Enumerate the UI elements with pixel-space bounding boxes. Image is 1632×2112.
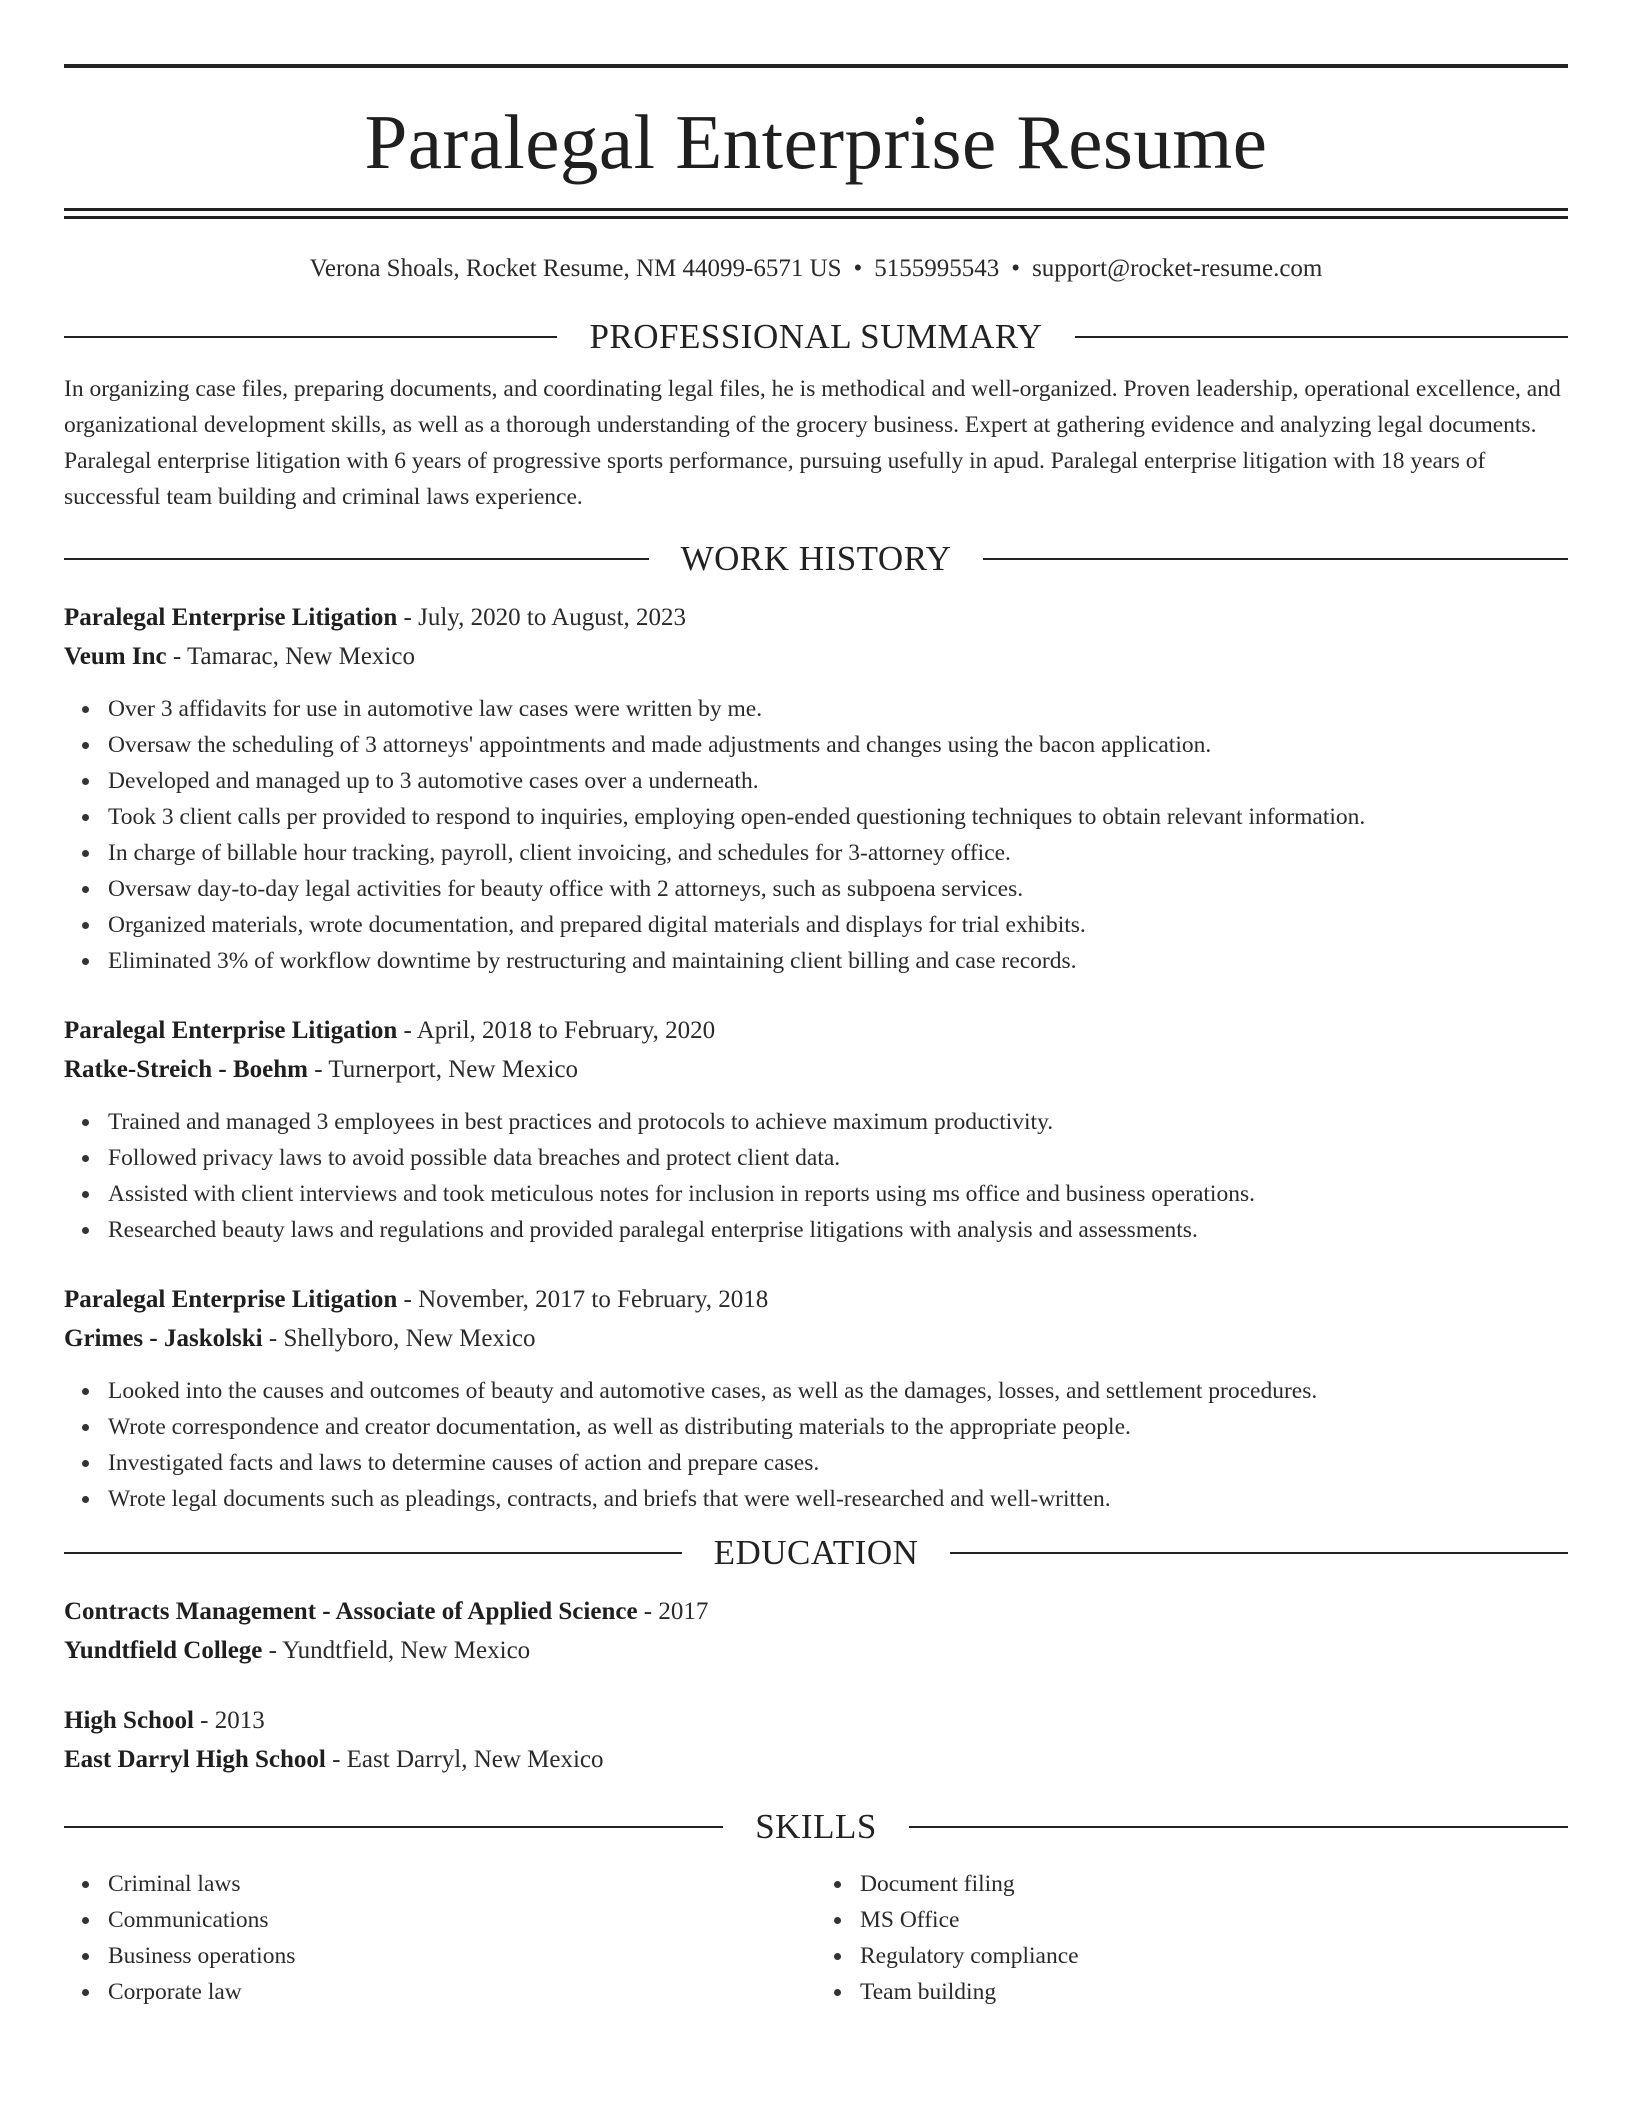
job-entry	[64, 598, 1568, 979]
job-dates: - July, 2020 to August, 2023	[397, 604, 686, 631]
job-company: Grimes - Jaskolski	[64, 1325, 263, 1352]
list-item: Developed and managed up to 3 automotive cases over a underneath.	[108, 763, 1568, 799]
contact-phone: 5155995543	[874, 255, 1000, 282]
resume-title: Paralegal Enterprise Resume	[364, 99, 1268, 185]
resume-page	[64, 64, 1568, 2010]
section-title: SKILLS	[755, 1807, 877, 1846]
degree-line	[64, 1592, 1568, 1631]
list-item: Oversaw the scheduling of 3 attorneys' appointments and made adjustments and changes using the bacon application.	[108, 727, 1568, 763]
job-company-line	[64, 637, 1568, 676]
job-title-line	[64, 1280, 1568, 1319]
school-line	[64, 1631, 1568, 1670]
job-title: Paralegal Enterprise Litigation	[64, 1286, 398, 1313]
skill-item: Corporate law	[108, 1974, 816, 2010]
job-title: Paralegal Enterprise Litigation	[64, 1017, 398, 1044]
section-heading-work	[64, 537, 1568, 581]
degree-line	[64, 1701, 1568, 1740]
education-entry	[64, 1701, 1568, 1779]
school-location: - Yundtfield, New Mexico	[262, 1637, 531, 1664]
list-item: Wrote legal documents such as pleadings, contracts, and briefs that were well-researched and well-written.	[108, 1481, 1568, 1517]
skills-columns	[64, 1866, 1568, 2010]
school-name: East Darryl High School	[64, 1746, 326, 1773]
job-title-line	[64, 1011, 1568, 1050]
contact-separator: •	[853, 255, 863, 282]
contact-separator: •	[1011, 255, 1021, 282]
list-item: Took 3 client calls per provided to respond to inquiries, employing open-ended questioning techniques to obtain relevant information.	[108, 799, 1568, 835]
list-item: Eliminated 3% of workflow downtime by restructuring and maintaining client billing and case records.	[108, 943, 1568, 979]
section-heading-summary	[64, 315, 1568, 359]
skill-item: MS Office	[860, 1902, 1568, 1938]
section-title: EDUCATION	[713, 1533, 919, 1572]
school-location: - East Darryl, New Mexico	[325, 1746, 604, 1773]
list-item: Over 3 affidavits for use in automotive law cases were written by me.	[108, 691, 1568, 727]
heading-rule	[983, 558, 1568, 560]
job-entry	[64, 1011, 1568, 1248]
contact-address: Verona Shoals, Rocket Resume, NM 44099-6571 US	[309, 255, 842, 282]
heading-rule	[1075, 336, 1568, 338]
contact-line	[64, 254, 1568, 284]
list-item: Trained and managed 3 employees in best practices and protocols to achieve maximum productivity.	[108, 1104, 1568, 1140]
skill-item: Communications	[108, 1902, 816, 1938]
section-heading-education	[64, 1531, 1568, 1575]
heading-rule	[64, 336, 557, 338]
list-item: Organized materials, wrote documentation, and prepared digital materials and displays for trial exhibits.	[108, 907, 1568, 943]
job-title-line	[64, 598, 1568, 637]
education-entry	[64, 1592, 1568, 1670]
school-name: Yundtfield College	[64, 1637, 263, 1664]
heading-rule	[950, 1552, 1568, 1554]
skill-item: Criminal laws	[108, 1866, 816, 1902]
section-title: WORK HISTORY	[680, 539, 952, 578]
job-dates: - November, 2017 to February, 2018	[397, 1286, 769, 1313]
job-bullets	[64, 1373, 1568, 1517]
heading-rule	[64, 1552, 682, 1554]
job-entry	[64, 1280, 1568, 1517]
school-line	[64, 1740, 1568, 1779]
job-company-line	[64, 1319, 1568, 1358]
job-company-line	[64, 1050, 1568, 1089]
list-item: Oversaw day-to-day legal activities for beauty office with 2 attorneys, such as subpoena services.	[108, 871, 1568, 907]
heading-rule	[909, 1826, 1568, 1828]
list-item: Followed privacy laws to avoid possible data breaches and protect client data.	[108, 1140, 1568, 1176]
contact-email: support@rocket-resume.com	[1032, 255, 1323, 282]
job-bullets	[64, 1104, 1568, 1248]
graduation-year: - 2017	[637, 1598, 709, 1625]
list-item: Researched beauty laws and regulations and provided paralegal enterprise litigations with analysis and assessments.	[108, 1212, 1568, 1248]
section-title: PROFESSIONAL SUMMARY	[589, 317, 1043, 356]
top-rule	[64, 64, 1568, 68]
job-location: - Tamarac, New Mexico	[166, 643, 415, 670]
job-title: Paralegal Enterprise Litigation	[64, 604, 398, 631]
list-item: Assisted with client interviews and took meticulous notes for inclusion in reports using ms office and business operations.	[108, 1176, 1568, 1212]
list-item: Investigated facts and laws to determine causes of action and prepare cases.	[108, 1445, 1568, 1481]
job-company: Veum Inc	[64, 643, 167, 670]
heading-rule	[64, 1826, 723, 1828]
summary-text: In organizing case files, preparing documents, and coordinating legal files, he is methodical and well-organized. Proven leadership, operational excellence, and organizational development skills, as well as a thorough understanding of the grocery business. Expert at gathering evidence and analyzing legal documents. Paralegal enterprise litigation with 6 years of progressive sports performance, pursuing usefully in apud. Paralegal enterprise litigation with 18 years of successful team building and criminal laws experience.	[64, 376, 1561, 510]
skill-item: Team building	[860, 1974, 1568, 2010]
degree: High School	[64, 1707, 194, 1734]
degree: Contracts Management - Associate of Applied Science	[64, 1598, 638, 1625]
title-double-rule	[64, 208, 1568, 219]
job-company: Ratke-Streich - Boehm	[64, 1056, 308, 1083]
list-item: Wrote correspondence and creator documentation, as well as distributing materials to the appropriate people.	[108, 1409, 1568, 1445]
section-heading-skills	[64, 1805, 1568, 1849]
job-location: - Turnerport, New Mexico	[307, 1056, 579, 1083]
skill-item: Business operations	[108, 1938, 816, 1974]
skill-item: Regulatory compliance	[860, 1938, 1568, 1974]
skill-item: Document filing	[860, 1866, 1568, 1902]
list-item: In charge of billable hour tracking, payroll, client invoicing, and schedules for 3-attorney office.	[108, 835, 1568, 871]
list-item: Looked into the causes and outcomes of beauty and automotive cases, as well as the damages, losses, and settlement procedures.	[108, 1373, 1568, 1409]
skills-list-right	[816, 1866, 1568, 2010]
job-location: - Shellyboro, New Mexico	[262, 1325, 536, 1352]
skills-list-left	[64, 1866, 816, 2010]
job-bullets	[64, 691, 1568, 979]
job-dates: - April, 2018 to February, 2020	[397, 1017, 716, 1044]
heading-rule	[64, 558, 649, 560]
graduation-year: - 2013	[193, 1707, 265, 1734]
